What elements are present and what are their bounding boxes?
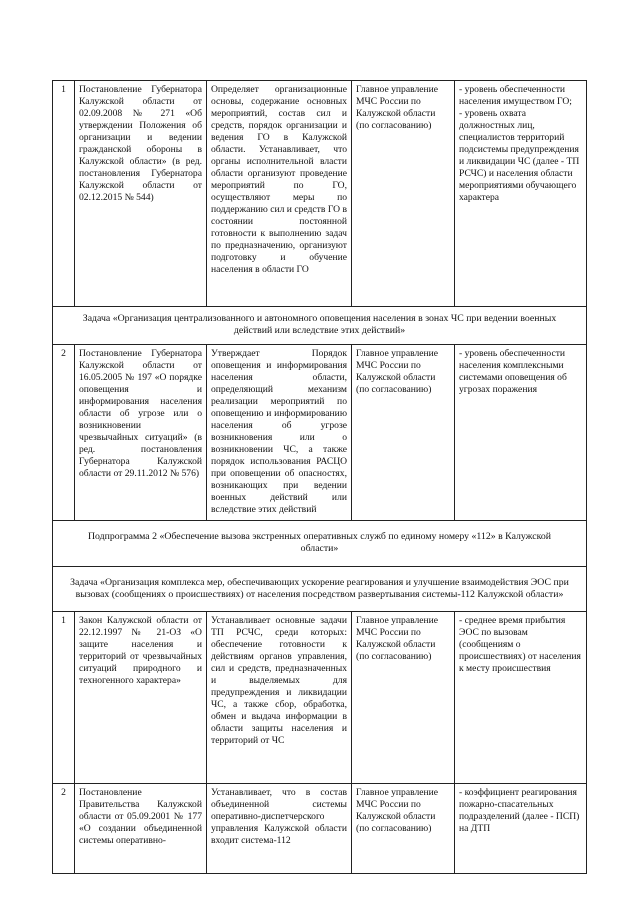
task-header-row [53,307,587,345]
description-cell: Устанавливает, что в состав объединенной системы оперативно-диспетчерского управления Калужской области входит система-112 [207,784,352,874]
row-number: 2 [53,344,75,520]
row-number: 2 [53,784,75,874]
description-cell: Определяет организационные основы, содержание основных мероприятий, состав сил и средств, порядок организации и ведения ГО в Калужской области. Устанавливает, что органы исполнительной власти области организуют проведение мероприятий по ГО, осуществляют меры по поддержанию сил и средств ГО в состоянии постоянной готовности к выполнению задач по предназначению, организуют подготовку и обучение населения в области ГО [207,81,352,307]
table-row [53,784,587,874]
table-row [53,612,587,784]
description-cell: Утверждает Порядок оповещения и информирования населения области, определяющий механизм реализации мероприятий по оповещению и информированию населения об угрозе возникновения или о возникновении ЧС, а также порядок использования РАСЦО при оповещении об опасностях, возникающих при ведении военных действий или вследствие этих действий [207,344,352,520]
table-row [53,81,587,307]
description-cell: Устанавливает основные задачи ТП РСЧС, среди которых: обеспечение готовности к действиям органов управления, сил и средств, предназначенных и выделяемых для предупреждения и ликвидации ЧС, а также сбор, обработка, обмен и выдача информации в области защиты населения и территорий от ЧС [207,612,352,784]
task-header-row [53,566,587,612]
indicator-cell: - среднее время прибытия ЭОС по вызовам (сообщениям о происшествиях) от населения к месту происшествия [455,612,587,784]
task-heading: Задача «Организация централизованного и автономного оповещения населения в зонах ЧС при ведении военных действий или вследствие этих действий» [53,307,587,345]
responsible-cell: Главное управление МЧС России по Калужской области (по согласованию) [352,612,455,784]
responsible-cell: Главное управление МЧС России по Калужской области (по согласованию) [352,81,455,307]
legal-act-cell: Постановление Правительства Калужской области от 05.09.2001 № 177 «О создании объединенной системы оперативно- [75,784,207,874]
row-number: 1 [53,81,75,307]
table-row [53,344,587,520]
task-heading: Задача «Организация комплекса мер, обеспечивающих ускорение реагирования и улучшение взаимодействия ЭОС при вызовах (сообщениях о происшествиях) от населения посредством развертывания системы-112 Калужской области» [53,566,587,612]
legal-act-cell: Закон Калужской области от 22.12.1997 № 21-ОЗ «О защите населения и территорий от чрезвычайных ситуаций природного и техногенного характера» [75,612,207,784]
responsible-cell: Главное управление МЧС России по Калужской области (по согласованию) [352,344,455,520]
subprogram-heading: Подпрограмма 2 «Обеспечение вызова экстренных оперативных служб по единому номеру «112» в Калужской области» [53,520,587,566]
document-page [52,80,586,874]
legal-act-cell: Постановление Губернатора Калужской области от 02.09.2008 № 271 «Об утверждении Положения об организации и ведении гражданской обороны в Калужской области» (в ред. постановления Губернатора Калужской области от 02.12.2015 № 544) [75,81,207,307]
regulation-table [52,80,587,874]
legal-act-cell: Постановление Губернатора Калужской области от 16.05.2005 № 197 «О порядке оповещения и информирования населения области об угрозе или о возникновении чрезвычайных ситуаций» (в ред. постановления Губернатора Калужской области от 29.11.2012 № 576) [75,344,207,520]
indicator-cell: - коэффициент реагирования пожарно-спасательных подразделений (далее - ПСП) на ДТП [455,784,587,874]
indicator-cell: - уровень обеспеченности населения имуществом ГО; - уровень охвата должностных лиц, специалистов территорий подсистемы предупреждения и ликвидации ЧС (далее - ТП РСЧС) и населения области мероприятиями обучающего характера [455,81,587,307]
subprogram-header-row [53,520,587,566]
responsible-cell: Главное управление МЧС России по Калужской области (по согласованию) [352,784,455,874]
row-number: 1 [53,612,75,784]
indicator-cell: - уровень обеспеченности населения комплексными системами оповещения об угрозах поражения [455,344,587,520]
